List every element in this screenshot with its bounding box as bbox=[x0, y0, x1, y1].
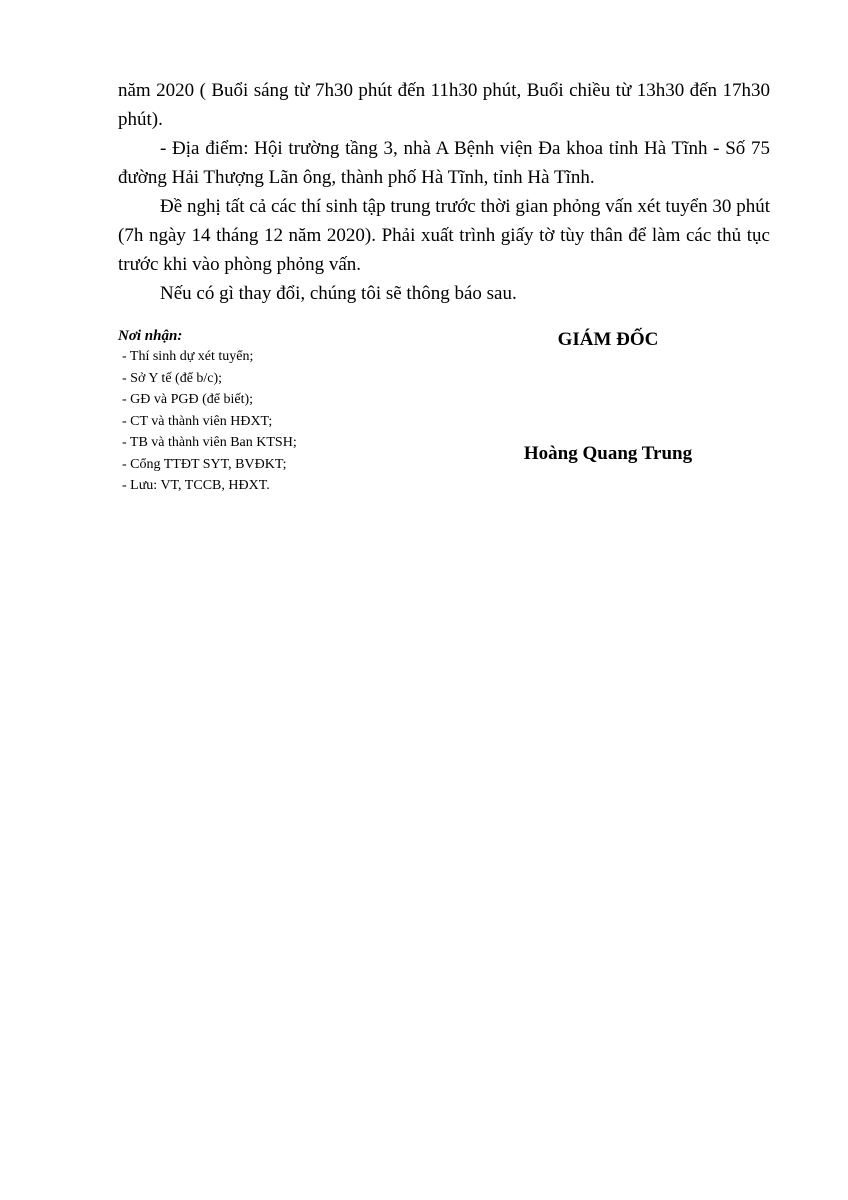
recipient-item: - CT và thành viên HĐXT; bbox=[122, 413, 273, 429]
paragraph-changes-notice: Nếu có gì thay đổi, chúng tôi sẽ thông báo sau. bbox=[160, 283, 517, 304]
paragraph-location: - Địa điểm: Hội trường tầng 3, nhà A Bệnh viện Đa khoa tỉnh Hà Tĩnh - Số 75 đường Hải Thượng Lãn ông, thành phố Hà Tĩnh, tỉnh Hà Tĩnh. bbox=[118, 138, 770, 188]
recipient-item: - Sở Y tế (để b/c); bbox=[122, 370, 223, 386]
recipient-item: - Thí sinh dự xét tuyển; bbox=[122, 349, 254, 364]
document-body bbox=[118, 76, 770, 308]
recipient-item: - TB và thành viên Ban KTSH; bbox=[122, 435, 297, 450]
signatory-name: Hoàng Quang Trung bbox=[523, 443, 693, 464]
paragraph-gathering-instructions: Đề nghị tất cả các thí sinh tập trung trước thời gian phỏng vấn xét tuyển 30 phút (7h ngày 14 tháng 12 năm 2020). Phải xuất trình giấy tờ tùy thân để làm các thủ tục trước khi vào phòng phỏng vấn. bbox=[118, 196, 770, 275]
recipient-item: - Cổng TTĐT SYT, BVĐKT; bbox=[122, 456, 287, 472]
recipient-item: - Lưu: VT, TCCB, HĐXT. bbox=[122, 478, 270, 493]
recipients-list bbox=[118, 346, 418, 497]
paragraph-schedule-continuation: năm 2020 ( Buổi sáng từ 7h30 phút đến 11h30 phút, Buổi chiều từ 13h30 đến 17h30 phút). bbox=[118, 80, 770, 130]
recipients-block bbox=[118, 326, 418, 497]
recipients-title: Nơi nhận: bbox=[118, 328, 183, 344]
signatory-title: GIÁM ĐỐC bbox=[557, 329, 659, 350]
recipient-item: - GĐ và PGĐ (để biết); bbox=[122, 392, 254, 407]
signature-block bbox=[468, 326, 748, 468]
